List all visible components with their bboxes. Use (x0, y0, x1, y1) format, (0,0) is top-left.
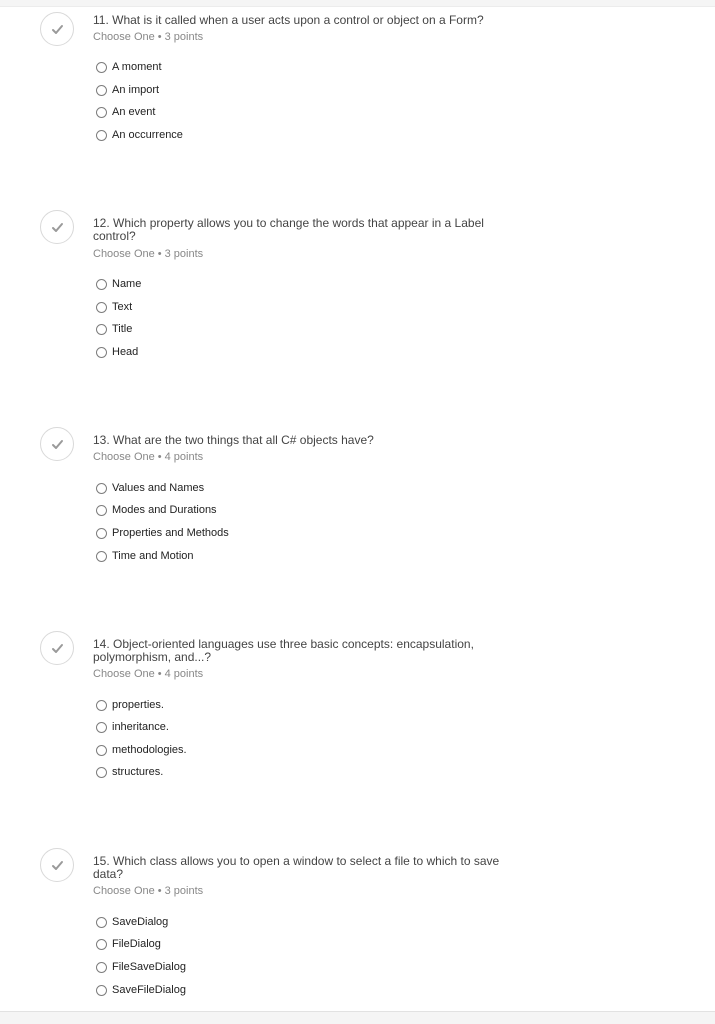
question-status-badge (40, 848, 74, 882)
radio-button-icon[interactable] (96, 302, 107, 313)
radio-button-icon[interactable] (96, 505, 107, 516)
question-title: 11. What is it called when a user acts upon a control or object on a Form? (93, 13, 484, 27)
question-points-label: 4 points (164, 668, 204, 680)
question-type-label: Choose One (93, 668, 155, 680)
answer-option[interactable] (96, 697, 164, 713)
question-type-label: Choose One (93, 885, 155, 897)
question-points-label: 3 points (164, 885, 204, 897)
option-label: FileDialog (112, 938, 161, 950)
answer-option[interactable] (96, 82, 159, 98)
meta-separator: • (157, 668, 162, 680)
option-label: inheritance. (112, 721, 169, 733)
radio-button-icon[interactable] (96, 767, 107, 778)
question-points-label: 4 points (164, 451, 204, 463)
answer-option[interactable] (96, 525, 229, 541)
question-title: 13. What are the two things that all C# objects have? (93, 433, 374, 447)
option-label: Title (112, 323, 133, 335)
question-meta (93, 885, 203, 897)
check-icon (51, 222, 64, 233)
option-label: Modes and Durations (112, 504, 217, 516)
radio-button-icon[interactable] (96, 745, 107, 756)
quiz-sheet (0, 6, 715, 1012)
option-label: Head (112, 346, 139, 358)
answer-option[interactable] (96, 936, 161, 952)
meta-separator: • (157, 451, 162, 463)
option-label: structures. (112, 766, 164, 778)
check-icon (51, 24, 64, 35)
option-label: Time and Motion (112, 550, 194, 562)
question-meta (93, 451, 203, 463)
option-label: A moment (112, 61, 162, 73)
check-icon (51, 860, 64, 871)
option-label: methodologies. (112, 744, 187, 756)
option-label: An event (112, 106, 156, 118)
radio-button-icon[interactable] (96, 483, 107, 494)
answer-option[interactable] (96, 344, 138, 360)
answer-option[interactable] (96, 480, 204, 496)
question-status-badge (40, 631, 74, 665)
question-meta (93, 668, 203, 680)
check-icon (51, 439, 64, 450)
question-points-label: 3 points (164, 248, 204, 260)
radio-button-icon[interactable] (96, 62, 107, 73)
question-status-badge (40, 427, 74, 461)
option-label: An import (112, 84, 160, 96)
option-label: properties. (112, 699, 164, 711)
answer-option[interactable] (96, 104, 155, 120)
radio-button-icon[interactable] (96, 962, 107, 973)
radio-button-icon[interactable] (96, 347, 107, 358)
answer-option[interactable] (96, 764, 163, 780)
option-label: An occurrence (112, 129, 183, 141)
answer-option[interactable] (96, 548, 194, 564)
radio-button-icon[interactable] (96, 130, 107, 141)
question-points-label: 3 points (164, 31, 204, 43)
answer-option[interactable] (96, 959, 186, 975)
meta-separator: • (157, 31, 162, 43)
option-label: Properties and Methods (112, 527, 229, 539)
answer-option[interactable] (96, 299, 132, 315)
answer-option[interactable] (96, 742, 187, 758)
question-status-badge (40, 210, 74, 244)
radio-button-icon[interactable] (96, 107, 107, 118)
radio-button-icon[interactable] (96, 551, 107, 562)
option-label: FileSaveDialog (112, 961, 186, 973)
answer-option[interactable] (96, 502, 217, 518)
radio-button-icon[interactable] (96, 700, 107, 711)
question-meta (93, 31, 203, 43)
radio-button-icon[interactable] (96, 279, 107, 290)
answer-option[interactable] (96, 914, 168, 930)
question-type-label: Choose One (93, 31, 155, 43)
question-type-label: Choose One (93, 451, 155, 463)
answer-option[interactable] (96, 982, 186, 998)
option-label: SaveDialog (112, 916, 169, 928)
question-type-label: Choose One (93, 248, 155, 260)
radio-button-icon[interactable] (96, 985, 107, 996)
radio-button-icon[interactable] (96, 528, 107, 539)
answer-option[interactable] (96, 719, 169, 735)
option-label: Text (112, 301, 133, 313)
radio-button-icon[interactable] (96, 722, 107, 733)
question-status-badge (40, 12, 74, 46)
answer-option[interactable] (96, 59, 162, 75)
answer-option[interactable] (96, 276, 141, 292)
question-meta (93, 248, 203, 260)
check-icon (51, 643, 64, 654)
option-label: SaveFileDialog (112, 984, 186, 996)
radio-button-icon[interactable] (96, 939, 107, 950)
option-label: Name (112, 278, 142, 290)
answer-option[interactable] (96, 127, 183, 143)
radio-button-icon[interactable] (96, 85, 107, 96)
question-title: 14. Object-oriented languages use three basic concepts: encapsulation, polymorphism, and...? (93, 637, 474, 664)
radio-button-icon[interactable] (96, 917, 107, 928)
radio-button-icon[interactable] (96, 324, 107, 335)
question-title: 15. Which class allows you to open a window to select a file to which to save data? (93, 854, 500, 881)
answer-option[interactable] (96, 321, 132, 337)
meta-separator: • (157, 885, 162, 897)
meta-separator: • (157, 248, 162, 260)
option-label: Values and Names (112, 482, 205, 494)
question-title: 12. Which property allows you to change the words that appear in a Label control? (93, 216, 484, 243)
